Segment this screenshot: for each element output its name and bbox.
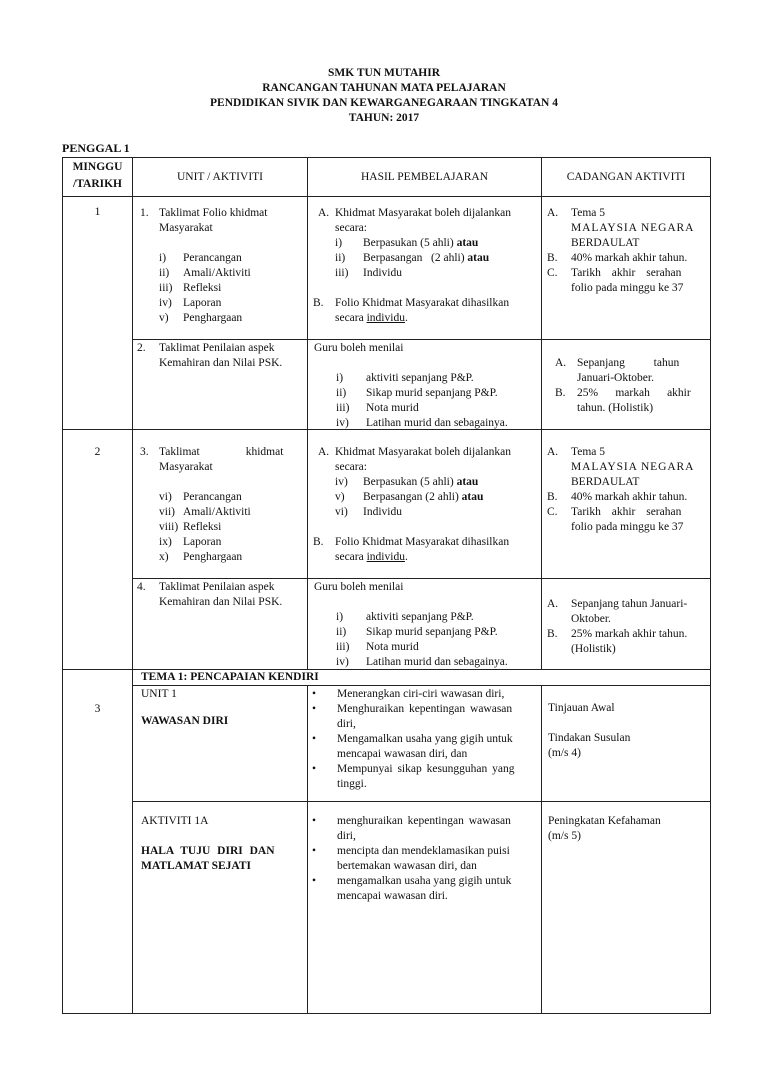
week-1: 1 — [94, 206, 101, 218]
r3-cadangan: A. Tema 5 MALAYSIA NEGARA BERDAULAT B. 40% markah akhir tahun. C. Tarikh akhir serahan folio pada minggu ke 37 — [547, 446, 695, 533]
week-2: 2 — [94, 446, 101, 458]
r6-cadangan: Peningkatan Kefahaman (m/s 5) — [548, 815, 661, 842]
col-header-unit: UNIT / AKTIVITI — [176, 171, 264, 183]
year-label: TAHUN: 2017 — [348, 112, 420, 124]
term-label: PENGGAL 1 — [62, 141, 130, 155]
r4-unit: 4. Taklimat Penilaian aspek Kemahiran dan Nilai PSK. — [137, 581, 283, 608]
col-header-hasil: HASIL PEMBELAJARAN — [360, 171, 489, 183]
r2-cadangan: A. Sepanjang tahun Januari-Oktober. B. 25% markah akhir tahun. (Holistik) — [555, 357, 691, 414]
list-item: • Mempunyai sikap kesungguhan yang tinggi. — [312, 763, 515, 790]
week-3: 3 — [94, 703, 101, 715]
r4-cadangan: A. Sepanjang tahun Januari- Oktober. B. 25% markah akhir tahun. (Holistik) — [547, 598, 688, 655]
list-item: • Menerangkan ciri-ciri wawasan diri, — [312, 688, 505, 700]
list-item: • mengamalkan usaha yang gigih untuk mencapai wawasan diri. — [312, 875, 512, 902]
r2-unit: 2. Taklimat Penilaian aspek Kemahiran dan Nilai PSK. — [137, 342, 283, 369]
list-item: • Menghuraikan kepentingan wawasan diri, — [312, 703, 513, 730]
r1-hasil: A. Khidmat Masyarakat boleh dijalankan secara: i) Berpasukan (5 ahli) atau ii) Berpasangan (2 ahli) atau iii) Individu B. Folio Khidmat Masyarakat dihasilkan secara individu. — [313, 207, 511, 324]
r5-hasil — [312, 687, 537, 792]
list-item: • menghuraikan kepentingan wawasan diri, — [312, 815, 511, 842]
r4-hasil: Guru boleh menilai i) aktiviti sepanjang P&P. ii) Sikap murid sepanjang P&P. iii) Nota murid iv) Latihan murid dan sebagainya. — [314, 581, 508, 668]
r1-unit: 1. Taklimat Folio khidmat Masyarakat i) Perancangan ii) Amali/Aktiviti iii) Refleksi iv) Laporan v) Penghargaan — [140, 207, 268, 324]
subject-title: PENDIDIKAN SIVIK DAN KEWARGANEGARAAN TINGKATAN 4 — [210, 97, 558, 109]
r2-hasil: Guru boleh menilai i) aktiviti sepanjang P&P. ii) Sikap murid sepanjang P&P. iii) Nota murid iv) Latihan murid dan sebagainya. — [314, 342, 508, 429]
list-item: • Mengamalkan usaha yang gigih untuk mencapai wawasan diri, dan — [312, 733, 513, 760]
r5-cadangan: Tinjauan Awal Tindakan Susulan (m/s 4) — [548, 702, 631, 759]
col-header-cadangan: CADANGAN AKTIVITI — [566, 171, 686, 183]
col-header-minggu: MINGGU /TARIKH — [72, 161, 123, 190]
list-item: • mencipta dan mendeklamasikan puisi bertemakan wawasan diri, dan — [312, 845, 510, 872]
r3-hasil: A. Khidmat Masyarakat boleh dijalankan secara: iv) Berpasukan (5 ahli) atau v) Berpasangan (2 ahli) atau vi) Individu B. Folio Khidmat Masyarakat dihasilkan secara individu. — [313, 446, 511, 563]
r1-cadangan: A. Tema 5 MALAYSIA NEGARA BERDAULAT B. 40% markah akhir tahun. C. Tarikh akhir serahan folio pada minggu ke 37 — [547, 207, 695, 294]
school-name: SMK TUN MUTAHIR — [327, 67, 441, 79]
r5-unit: UNIT 1 WAWASAN DIRI — [141, 688, 229, 727]
r6-hasil — [312, 814, 537, 904]
r6-unit: AKTIVITI 1A HALA TUJU DIRI DAN MATLAMAT SEJATI — [141, 815, 275, 872]
plan-title: RANCANGAN TAHUNAN MATA PELAJARAN — [262, 82, 506, 94]
r3-unit: 3. Taklimat khidmat Masyarakat vi) Perancangan vii) Amali/Aktiviti viii) Refleksi ix) Laporan x) Penghargaan — [140, 446, 284, 563]
theme-title: TEMA 1: PENCAPAIAN KENDIRI — [141, 671, 319, 683]
